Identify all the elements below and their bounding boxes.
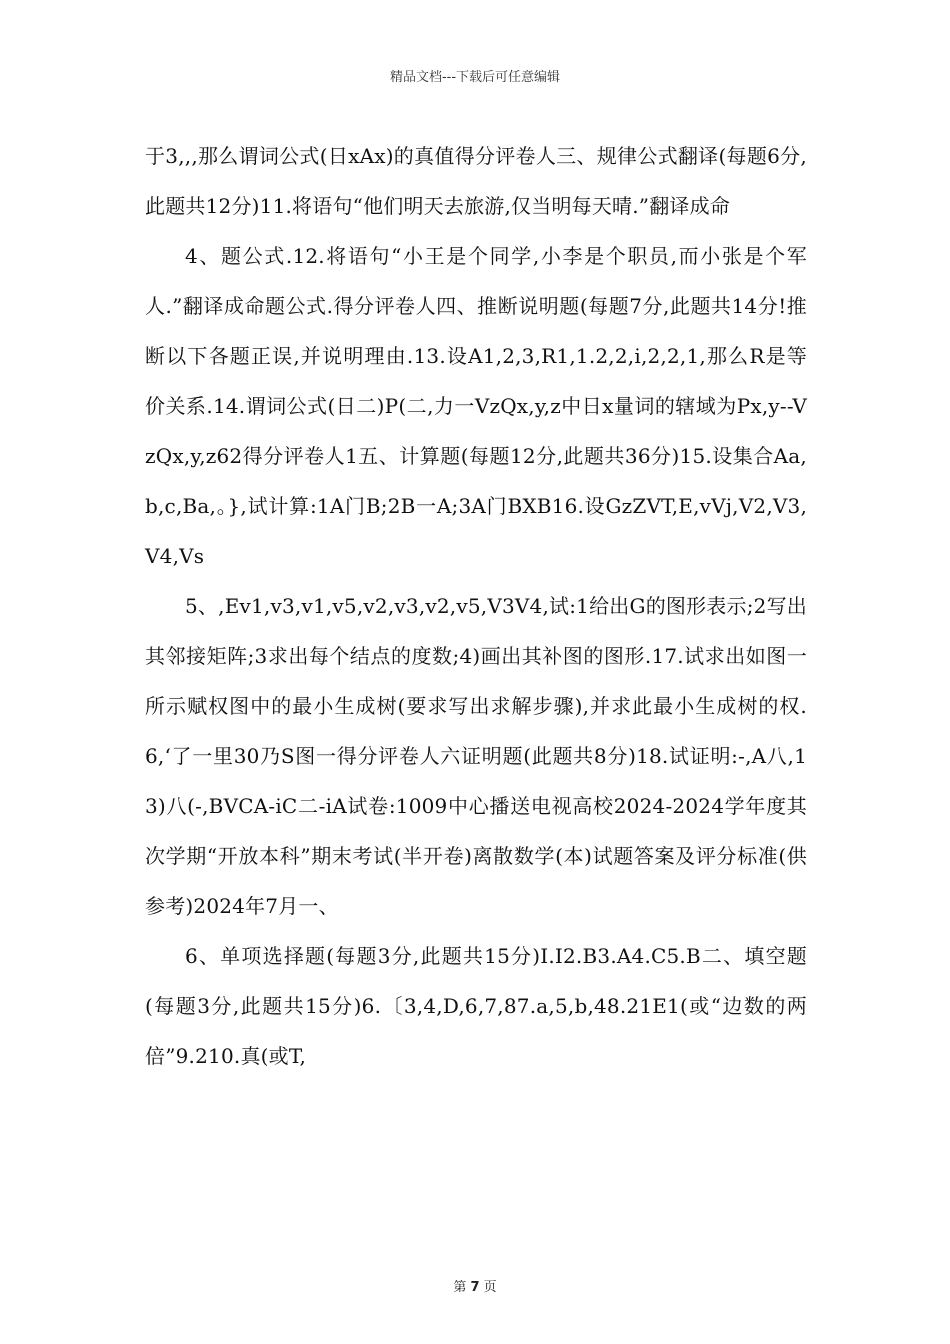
page-footer: [0, 1276, 950, 1295]
page-number: 7: [470, 1280, 480, 1295]
page-header: 精品文档---下载后可任意编辑: [389, 70, 561, 85]
document-body: [145, 131, 807, 1081]
paragraph-3: 5、,Ev1,v3,v1,v5,v2,v3,v2,v5,V3V4,试:1给出G的图形表示;2写出其邻接矩阵;3求出每个结点的度数;4)画出其补图的图形.17.试求出如图一所示赋权图中的最小生成树(要求写出求解步骤),并求此最小生成树的权.6,‘了一里30乃S图一得分评卷人六证明题(此题共8分)18.试证明:-,A八,13)八(-,BVCA-iC二-iA试卷:1009中心播送电视高校2024-2024学年度其次学期“开放本科”期末考试(半开卷)离散数学(本)试题答案及评分标准(供参考)2024年7月一、: [145, 594, 807, 918]
paragraph-2: 4、题公式.12.将语句“小王是个同学,小李是个职员,而小张是个军人.”翻译成命题公式.得分评卷人四、推断说明题(每题7分,此题共14分!推断以下各题正误,并说明理由.13.设A1,2,3,R1,1.2,2,i,2,2,1,那么R是等价关系.14.谓词公式(日二)P(二,力一VzQx,y,z中日x量词的辖域为Px,y--VzQx,y,z62得分评卷人1五、计算题(每题12分,此题共36分)15.设集合Aa,b,c,Ba,。},试计算:1A门B;2B一A;3A门BXB16.设GzZVT,E,vVj,V2,V3,V4,Vs: [145, 244, 807, 568]
page-footer-prefix: 第: [453, 1280, 467, 1295]
page-footer-suffix: 页: [483, 1280, 497, 1295]
paragraph-1: 于3,,,那么谓词公式(日xAx)的真值得分评卷人三、规律公式翻译(每题6分,此题共12分)11.将语句“他们明天去旅游,仅当明每天晴.”翻译成命: [145, 144, 807, 218]
paragraph-4: 6、单项选择题(每题3分,此题共15分)I.I2.B3.A4.C5.B二、填空题(每题3分,此题共15分)6.〔3,4,D,6,7,87.a,5,b,48.21E1(或“边数的两倍”9.210.真(或T,: [145, 944, 807, 1068]
